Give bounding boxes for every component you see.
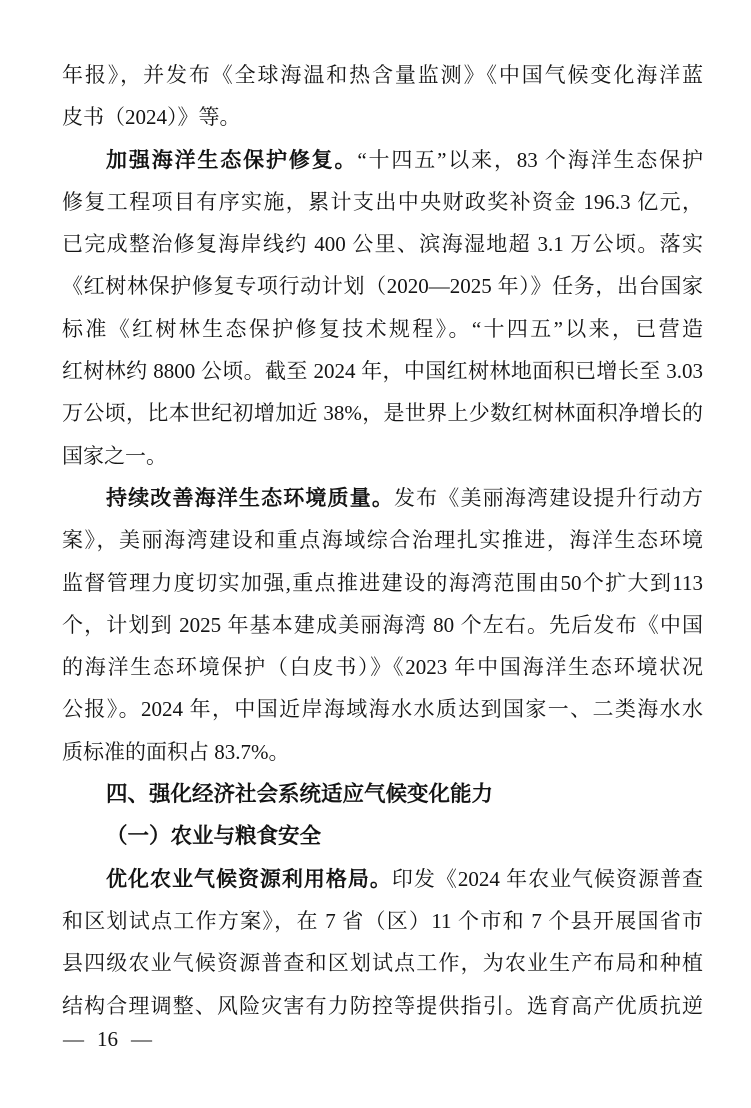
body-text: 皮书（2024）》等。	[62, 105, 241, 130]
paragraph-line	[62, 562, 703, 604]
paragraph-line	[62, 265, 703, 307]
paragraph-line	[62, 858, 703, 900]
paragraph-line	[62, 646, 703, 688]
page-number: 16	[97, 1026, 118, 1051]
paragraph-line	[62, 96, 703, 138]
footer-dash-left: —	[63, 1026, 84, 1051]
paragraph-line	[62, 519, 703, 561]
body-text: 个，计划到 2025 年基本建成美丽海湾 80 个左右。先后发布《中国	[62, 612, 703, 637]
body-text: 国家之一。	[62, 443, 167, 468]
page-footer	[63, 1024, 152, 1054]
paragraph-line	[62, 392, 703, 434]
paragraph-line	[62, 604, 703, 646]
bold-lead-text: 加强海洋生态保护修复。	[106, 147, 358, 172]
body-text: 已完成整治修复海岸线约 400 公里、滨海湿地超 3.1 万公顷。落实	[62, 232, 703, 257]
body-text: 监督管理力度切实加强,重点推进建设的海湾范围由50个扩大到113	[62, 570, 703, 595]
bold-lead-text: 持续改善海洋生态环境质量。	[106, 485, 394, 510]
body-text: 修复工程项目有序实施，累计支出中央财政奖补资金 196.3 亿元，	[62, 189, 703, 214]
paragraph-line	[62, 350, 703, 392]
footer-dash-right: —	[131, 1026, 152, 1051]
bold-lead-text: 四、强化经济社会系统适应气候变化能力	[106, 782, 494, 807]
paragraph-line	[62, 308, 703, 350]
section-heading	[62, 773, 703, 815]
body-text: 《红树林保护修复专项行动计划（2020—2025 年）》任务，出台国家	[62, 274, 703, 299]
body-text: 质标准的面积占 83.7%。	[62, 739, 290, 764]
bold-lead-text: 优化农业气候资源利用格局。	[106, 866, 392, 891]
paragraph-line	[62, 223, 703, 265]
paragraph-line	[62, 435, 703, 477]
body-text: 年报》，并发布《全球海温和热含量监测》《中国气候变化海洋蓝	[62, 63, 703, 87]
body-text: 县四级农业气候资源普查和区划试点工作，为农业生产布局和种植	[62, 951, 703, 976]
paragraph-line	[62, 181, 703, 223]
paragraph-line	[62, 731, 703, 773]
body-text: 发布《美丽海湾建设提升行动方	[394, 485, 703, 510]
subsection-heading	[62, 815, 703, 857]
body-text: 标准《红树林生态保护修复技术规程》。“十四五”以来，已营造	[62, 316, 703, 341]
document-text-block	[62, 54, 703, 1027]
body-text: 的海洋生态环境保护（白皮书）》《2023 年中国海洋生态环境状况	[62, 655, 703, 680]
body-text: 结构合理调整、风险灾害有力防控等提供指引。选育高产优质抗逆	[62, 993, 703, 1018]
body-text: 案》，美丽海湾建设和重点海域综合治理扎实推进，海洋生态环境	[62, 528, 703, 553]
paragraph-line	[62, 688, 703, 730]
body-text: 公报》。2024 年，中国近岸海域海水水质达到国家一、二类海水水	[62, 697, 703, 722]
body-text: 红树林约 8800 公顷。截至 2024 年，中国红树林地面积已增长至 3.03	[62, 359, 703, 384]
paragraph-line	[62, 54, 703, 96]
body-text: 印发《2024 年农业气候资源普查	[391, 866, 704, 891]
bold-lead-text: （一）农业与粮食安全	[106, 824, 322, 849]
body-text: 和区划试点工作方案》，在 7 省（区）11 个市和 7 个县开展国省市	[62, 908, 703, 933]
paragraph-line	[62, 139, 703, 181]
body-text: 万公顷，比本世纪初增加近 38%，是世界上少数红树林面积净增长的	[62, 401, 703, 426]
paragraph-line	[62, 477, 703, 519]
paragraph-line	[62, 900, 703, 942]
body-text: “十四五”以来，83 个海洋生态保护	[357, 147, 704, 172]
paragraph-line	[62, 942, 703, 984]
paragraph-line	[62, 985, 703, 1027]
